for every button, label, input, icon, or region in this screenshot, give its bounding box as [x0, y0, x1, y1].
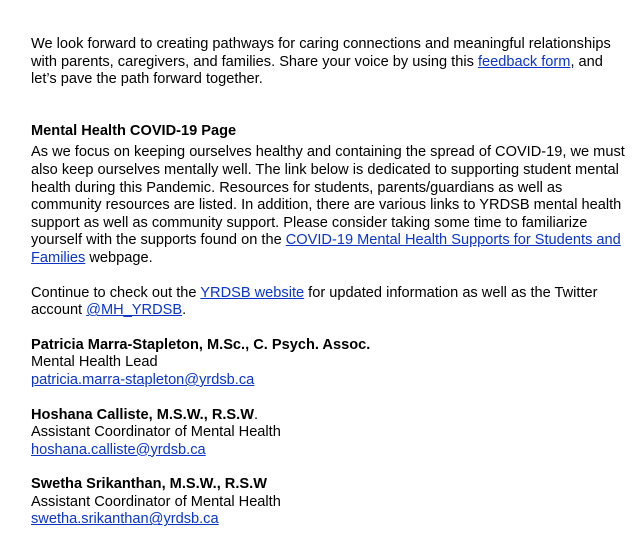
check-out-paragraph	[31, 285, 631, 320]
document-body	[31, 36, 631, 546]
contact-block	[31, 407, 631, 460]
intro-text-after: , and let’s pave the path forward together.	[31, 53, 603, 88]
contact-title: Mental Health Lead	[31, 354, 158, 371]
check-out-text-before: Continue to check out the	[31, 284, 201, 301]
feedback-form-link[interactable]: feedback form	[477, 53, 571, 70]
contact-title: Assistant Coordinator of Mental Health	[31, 493, 281, 510]
yrdsb-website-link[interactable]: YRDSB website	[200, 284, 305, 301]
contact-name-text: Swetha Srikanthan, M.S.W., R.S.W	[31, 476, 267, 493]
contact-name	[31, 476, 631, 494]
contact-name	[31, 407, 631, 425]
contact-block	[31, 476, 631, 529]
covid-paragraph	[31, 144, 631, 267]
covid-text-after: webpage.	[85, 249, 153, 266]
contact-name-text: Patricia Marra-Stapleton, M.Sc., C. Psych. Assoc.	[31, 336, 371, 353]
covid-section-heading: Mental Health COVID-19 Page	[31, 122, 237, 139]
check-out-text-middle: for updated information as well as the Twitter account	[31, 284, 598, 319]
check-out-text-end: .	[182, 302, 187, 319]
intro-text-before: We look forward to creating pathways for caring connections and meaningful relationships with parents, caregivers, and families. Share your voice by using this	[31, 36, 611, 70]
contact-email-link[interactable]: hoshana.calliste@yrdsb.ca	[31, 441, 206, 458]
twitter-account-link[interactable]: @MH_YRDSB	[86, 302, 183, 319]
covid-text-before: As we focus on keeping ourselves healthy and containing the spread of COVID-19, we must also keep ourselves mentally well. The link below is dedicated to supporting student mental health during this Pandemic. Resources for students, parents/guardians as well as community resources are listed. In addition, there are various links to YRDSB mental health support as well as community support. Please consider taking some time to familiarize yourself with the supports found on the	[31, 144, 625, 249]
intro-paragraph	[31, 36, 631, 89]
covid-supports-link[interactable]: COVID-19 Mental Health Supports for Students and Families	[31, 232, 621, 266]
contact-title: Assistant Coordinator of Mental Health	[31, 424, 281, 441]
contact-name	[31, 337, 631, 355]
contact-email-link[interactable]: patricia.marra-stapleton@yrdsb.ca	[31, 371, 255, 388]
contact-email-link[interactable]: swetha.srikanthan@yrdsb.ca	[31, 511, 219, 528]
contact-name-text: Hoshana Calliste, M.S.W., R.S.W	[31, 406, 254, 423]
contact-name-tail: .	[254, 406, 259, 423]
contact-block	[31, 337, 631, 390]
